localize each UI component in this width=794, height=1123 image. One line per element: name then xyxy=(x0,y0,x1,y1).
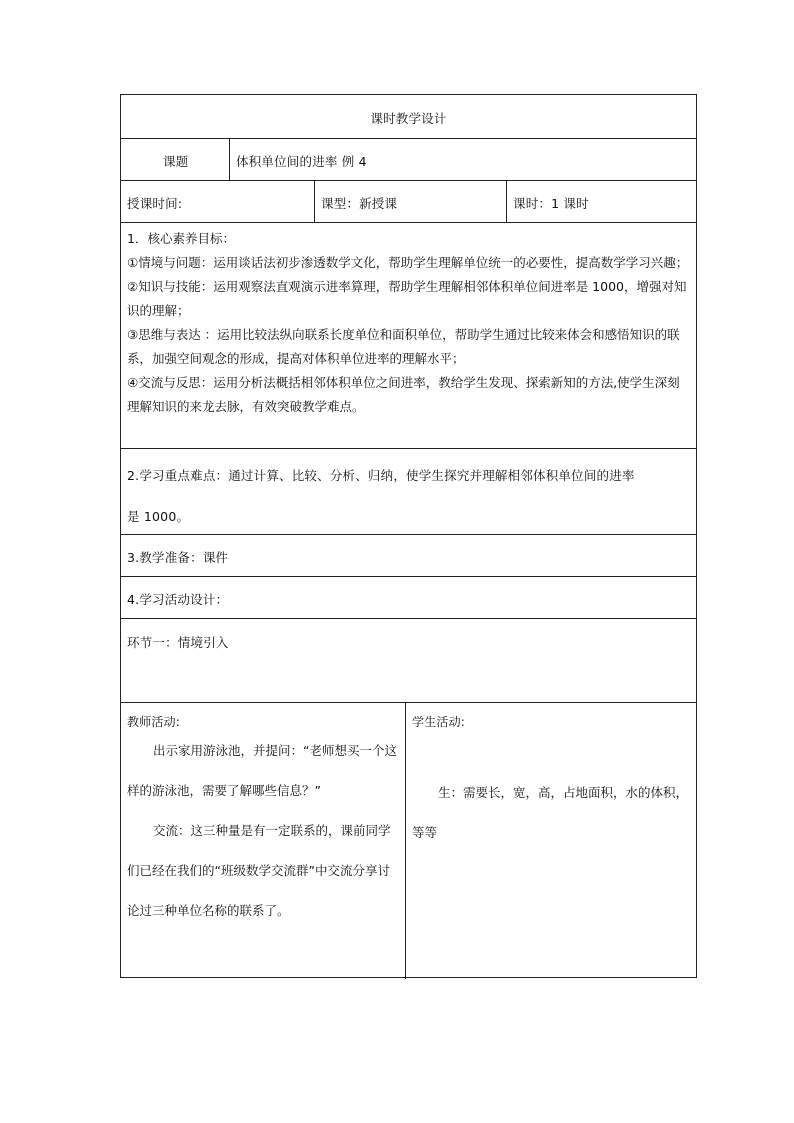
topic-value-cell xyxy=(229,139,696,180)
key-points-line2: 是 1000。 xyxy=(127,509,190,524)
student-paragraph: 生：需要长，宽，高，占地面积，水的体积，等等 xyxy=(412,785,689,840)
activity-design-heading: 4.学习活动设计： xyxy=(127,592,229,607)
student-activity-heading: 学生活动: xyxy=(412,715,466,729)
page-title: 课时教学设计 xyxy=(370,111,447,126)
info-row xyxy=(121,181,696,223)
activities-row xyxy=(121,703,696,979)
goal-item: ②知识与技能：运用观察法直观演示进率算理，帮助学生理解相邻体积单位间进率是 1000，增强对知识的理解； xyxy=(127,279,687,318)
time-cell xyxy=(121,181,314,222)
student-activity-cell xyxy=(405,703,696,979)
time-label: 授课时间: xyxy=(127,196,183,211)
type-label: 课型：新授课 xyxy=(321,196,398,211)
stage1-heading: 环节一：情境引入 xyxy=(127,635,229,650)
title-row xyxy=(121,95,696,139)
preparation-row xyxy=(121,535,696,577)
teacher-activity-cell xyxy=(121,703,405,979)
stage1-row xyxy=(121,619,696,703)
activity-design-row xyxy=(121,577,696,619)
type-cell xyxy=(314,181,506,222)
topic-value: 体积单位间的进率 例 4 xyxy=(236,154,367,169)
goal-item: ①情境与问题：运用谈话法初步渗透数学文化，帮助学生理解单位统一的必要性，提高数学学习兴趣； xyxy=(127,255,689,270)
goals-row xyxy=(121,223,696,449)
teacher-activity-text xyxy=(127,731,399,931)
key-points-row xyxy=(121,449,696,535)
topic-label: 课题 xyxy=(163,154,189,169)
teacher-paragraph: 出示家用游泳池，并提问：“老师想买一个这样的游泳池，需要了解哪些信息？” xyxy=(127,743,397,798)
hours-cell xyxy=(506,181,696,222)
student-activity-text xyxy=(412,773,690,853)
teacher-paragraph: 交流：这三种量是有一定联系的，课前同学们已经在我们的“班级数学交流群”中交流分享讨论过三种单位名称的联系了。 xyxy=(127,823,391,918)
goals-heading: 1．核心素养目标： xyxy=(127,231,235,246)
key-points-line1: 2.学习重点难点：通过计算、比较、分析、归纳，使学生探究并理解相邻体积单位间的进率 xyxy=(127,468,635,483)
topic-row xyxy=(121,139,696,181)
teacher-activity-heading: 教师活动: xyxy=(127,715,181,729)
lesson-plan-table xyxy=(120,94,697,978)
topic-label-cell xyxy=(121,139,229,180)
goal-item: ④交流与反思：运用分析法概括相邻体积单位之间进率，教给学生发现、探索新知的方法,使学生深刻理解知识的来龙去脉，有效突破教学难点。 xyxy=(127,375,680,414)
goal-item: ③思维与表达 ：运用比较法纵向联系长度单位和面积单位，帮助学生通过比较来体会和感悟知识的联系，加强空间观念的形成，提高对体积单位进率的理解水平； xyxy=(127,327,680,366)
preparation-text: 3.教学准备：课件 xyxy=(127,550,229,565)
goals-section xyxy=(127,227,690,419)
hours-label: 课时：1 课时 xyxy=(513,196,589,211)
